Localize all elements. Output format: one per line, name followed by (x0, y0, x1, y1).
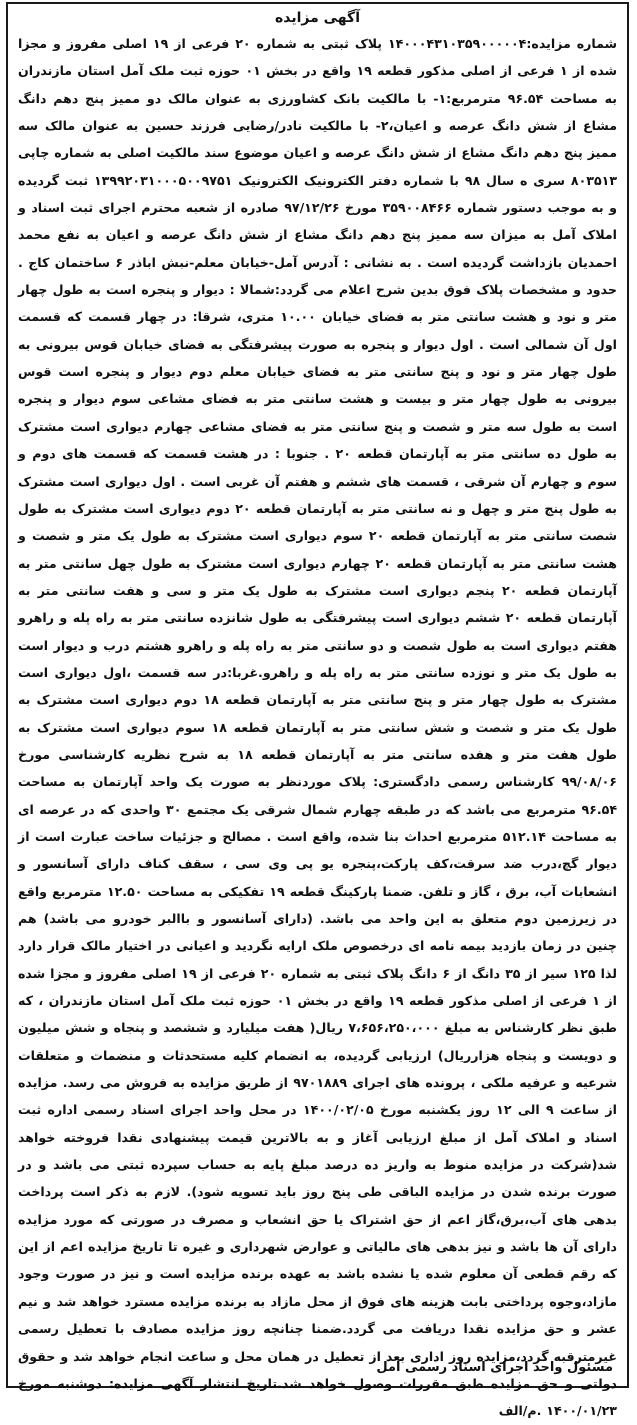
auction-notice (6, 2, 629, 1419)
notice-title: آگهی مزایده (274, 10, 360, 26)
notice-body: شماره مزایده:۱۴۰۰۰۴۳۱۰۳۵۹۰۰۰۰۰۴ پلاک ثبتی به شماره ۲۰ فرعی از ۱۹ اصلی مفروز و مجزا شده از ۱ فرعی از اصلی مذکور قطعه ۱۹ واقع در بخش ۰۱ حوزه ثبت ملک آمل استان مازندران به مساحت ۹۶.۵۴ مترمربع:۱- با مالکیت بانک کشاورزی به عنوان مالک دو ممیز پنج دهم دانگ مشاع از شش دانگ عرصه و اعیان،۲- با مالکیت نادر/رضایی فرزند حسین به عنوان مالک سه ممیز پنج دهم دانگ مشاع از شش دانگ عرصه و اعیان موضوع سند مالکیت اصلی به شماره چاپی ۸۰۳۵۱۳ سری ه سال ۹۸ با شماره دفتر الکترونیک الکترونیک ۱۳۹۹۲۰۳۱۰۰۰۵۰۰۹۷۵۱ ثبت گردیده و به موجب دستور شماره ۳۵۹۰۰۸۴۶۶ مورخ ۹۷/۱۲/۲۶ صادره از شعبه محترم اجرای ثبت اسناد و املاک آمل به میزان سه ممیز پنج دهم دانگ مشاع از شش دانگ عرصه و اعیان به نفع محمد احمدیان بازداشت گردیده است . به نشانی : آدرس آمل-خیابان معلم-نبش اباذر ۶ ساختمان کاج . حدود و مشخصات پلاک فوق بدین شرح اعلام می گردد:شمالا : دیوار و پنجره است به طول چهار متر و نود و هشت سانتی متر به فضای خیابان ۱۰.۰۰ متری، شرقا: در چهار قسمت که قسمت اول آن شمالی است . اول دیوار و پنجره به صورت پیشرفتگی به فضای خیابان قوس بیرونی به طول چهار متر و نود و پنج سانتی متر به فضای خیابان معلم دوم دیوار و پنجره است قوس بیرونی به طول چهار متر و بیست و هشت سانتی متر به فضای مشاعی سوم دیوار و پنجره است به طول سه متر و شصت و پنج سانتی متر به فضای مشاعی چهارم دیواری است مشترک به طول ده سانتی متر به آپارتمان قطعه ۲۰ . جنوبا : در هشت قسمت که قسمت های دوم و سوم و چهارم آن شرقی ، قسمت های ششم و هفتم آن غربی است . اول دیواری است مشترک به طول پنج متر و چهل و نه سانتی متر به آپارتمان قطعه ۲۰ دوم دیواری است مشترک به طول شصت سانتی متر به آپارتمان قطعه ۲۰ سوم دیواری است مشترک به طول یک متر و شصت و هشت سانتی متر به آپارتمان قطعه ۲۰ چهارم دیواری است مشترک به طول چهل سانتی متر به آپارتمان قطعه ۲۰ پنجم دیواری است مشترک به طول یک متر و سی و هفت سانتی متر به آپارتمان قطعه ۲۰ ششم دیواری است پیشرفتگی به طول شانزده سانتی متر به راه پله و راهرو هفتم دیواری است به طول شصت و دو سانتی متر به راه پله و راهرو هشتم درب و دیوار است به طول یک متر و نوزده سانتی متر به راه پله و راهرو.غربا:در سه قسمت ،اول دیواری است مشترک به طول چهار متر و پنج سانتی متر به آپارتمان قطعه ۱۸ دوم دیواری است مشترک به طول یک متر و شصت و شش سانتی متر به آپارتمان قطعه ۱۸ سوم دیواری است مشترک به طول هفت متر و هفده سانتی متر به آپارتمان قطعه ۱۸ به شرح نظریه کارشناسی مورخ ۹۹/۰۸/۰۶ کارشناس رسمی دادگستری: پلاک موردنظر به صورت یک واحد آپارتمان به مساحت ۹۶.۵۴ مترمربع می باشد که در طبقه چهارم شمال شرقی یک مجتمع ۳۰ واحدی که در عرصه ای به مساحت ۵۱۲.۱۴ مترمربع احداث بنا شده، واقع است . مصالح و جزئیات ساخت عبارت است از دیوار گچ،درب ضد سرقت،کف پارکت،پنجره یو پی وی سی ، سقف کناف دارای آسانسور و انشعابات آب، برق ، گاز و تلفن. ضمنا پارکینگ قطعه ۱۹ تفکیکی به مساحت ۱۲.۵۰ مترمربع واقع در زیرزمین دوم متعلق به این واحد می باشد. (دارای آسانسور و باالبر خودرو می باشد) هم چنین در زمان بازدید بیمه نامه ای درخصوص ملک ارایه نگردید و اعیانی در اختیار مالک قرار دارد لذا ۱۲۵ سیر از ۳۵ دانگ از ۶ دانگ پلاک ثبتی به شماره ۲۰ فرعی از ۱۹ اصلی مفروز و مجزا شده از ۱ فرعی از اصلی مذکور قطعه ۱۹ واقع در بخش ۰۱ حوزه ثبت ملک آمل استان مازندران ، که طبق نظر کارشناس به مبلغ ۷،۶۵۶،۲۵۰،۰۰۰ ریال( هفت میلیارد و ششصد و پنجاه و شش میلیون و دویست و پنجاه هزارریال) ارزیابی گردیده، به انضمام کلیه مستحدثات و منضمات و متعلقات شرعیه و عرفیه ملکی ، پرونده های اجرای ۹۷۰۱۸۸۹ از طریق مزایده به فروش می رسد. مزایده از ساعت ۹ الی ۱۲ روز یکشنبه مورخ ۱۴۰۰/۰۲/۰۵ در محل واحد اجرای اسناد رسمی اداره ثبت اسناد و املاک آمل از مبلغ ارزیابی آغاز و به بالاترین قیمت پیشنهادی نقدا فروخته خواهد شد(شرکت در مزایده منوط به واریز ده درصد مبلغ پایه به حساب سپرده ثبتی می باشد و در صورت برنده شدن در مزایده الباقی طی پنج روز باید تسویه شود). لازم به ذکر است پرداخت بدهی های آب،برق،گاز اعم از حق اشتراک یا حق انشعاب و مصرف در صورتی که مورد مزایده دارای آن ها باشد و نیز بدهی های مالیاتی و عوارض شهرداری و غیره تا تاریخ مزایده اعم از این که رقم قطعی آن معلوم شده یا نشده باشد به عهده برنده مزایده است و نیز در صورت وجود مازاد،وجوه پرداختی بابت هزینه های فوق از محل مازاد به برنده مزایده مسترد خواهد شد و نیم عشر و حق مزایده نقدا دریافت می گردد.ضمنا چنانچه روز مزایده مصادف با تعطیل رسمی غیرمترقبه گردد،مزایده روز اداری بعد از تعطیل در همان محل و ساعت انجام خواهد شد و حقوق دولتی و حق مزایده طبق مقررات وصول خواهد شد.تاریخ انتشار آگهی مزایده: دوشنبه مورخ ۱۴۰۰/۰۱/۲۳ .م/الف (18, 36, 618, 1419)
notice-signature: مسئول واحد اجرای اسناد رسمی آمل (376, 1360, 613, 1375)
